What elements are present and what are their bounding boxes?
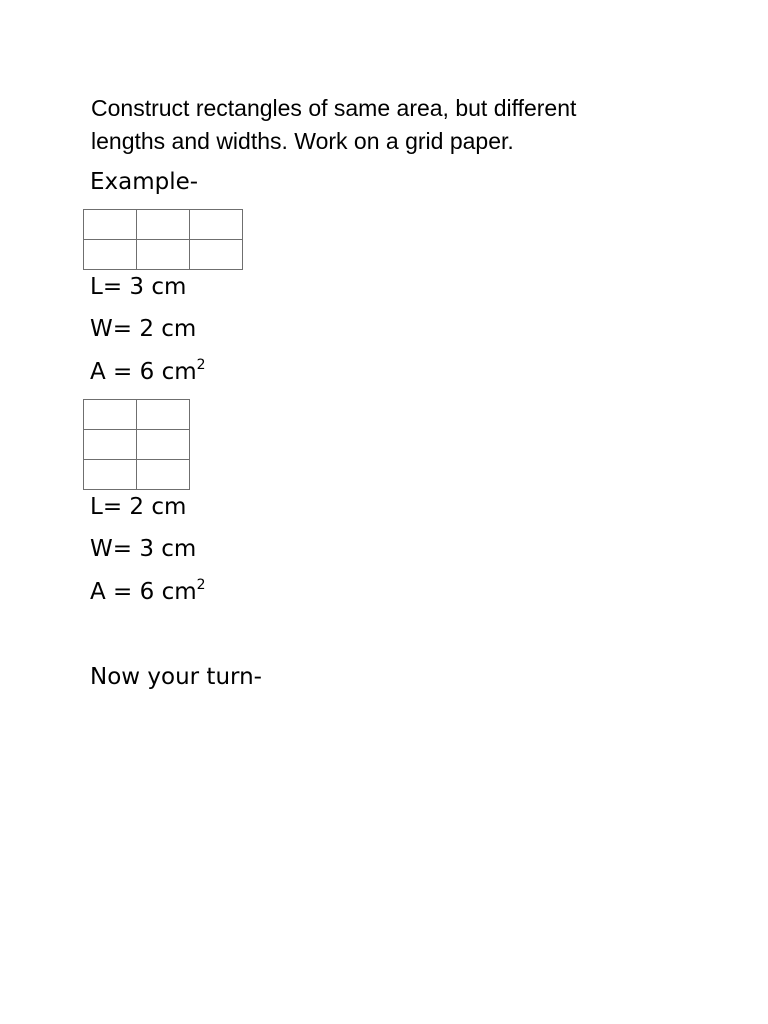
example-1-area-value: A = 6 cm — [90, 359, 197, 385]
grid-cell — [84, 400, 137, 430]
grid-cell — [84, 430, 137, 460]
grid-cell — [137, 460, 190, 490]
example-2-area-value: A = 6 cm — [90, 579, 197, 605]
example-2-area — [90, 578, 206, 609]
example-2-area-exponent: 2 — [196, 577, 206, 593]
grid-row — [84, 460, 190, 490]
example-1-length: L= 3 cm — [90, 274, 187, 300]
example-1-area — [90, 358, 206, 389]
instructions-line-1: Construct rectangles of same area, but different — [91, 95, 577, 121]
instructions-line-2: lengths and widths. Work on a grid paper. — [91, 128, 514, 154]
grid-cell — [137, 210, 190, 240]
grid-row — [84, 400, 190, 430]
grid-cell — [84, 460, 137, 490]
grid-cell — [84, 240, 137, 270]
example-1-grid — [83, 209, 243, 270]
example-2-width: W= 3 cm — [90, 536, 197, 562]
grid-cell — [137, 430, 190, 460]
example-1-width: W= 2 cm — [90, 316, 197, 342]
instructions-text — [91, 92, 691, 158]
example-heading: Example- — [90, 169, 199, 195]
grid-cell — [137, 240, 190, 270]
grid-row — [84, 240, 243, 270]
example-1-area-exponent: 2 — [196, 357, 206, 373]
closing-prompt: Now your turn- — [90, 664, 262, 690]
grid-cell — [84, 210, 137, 240]
example-2-grid — [83, 399, 190, 490]
grid-cell — [137, 400, 190, 430]
example-2-length: L= 2 cm — [90, 494, 187, 520]
grid-cell — [190, 210, 243, 240]
grid-row — [84, 430, 190, 460]
grid-cell — [190, 240, 243, 270]
grid-row — [84, 210, 243, 240]
